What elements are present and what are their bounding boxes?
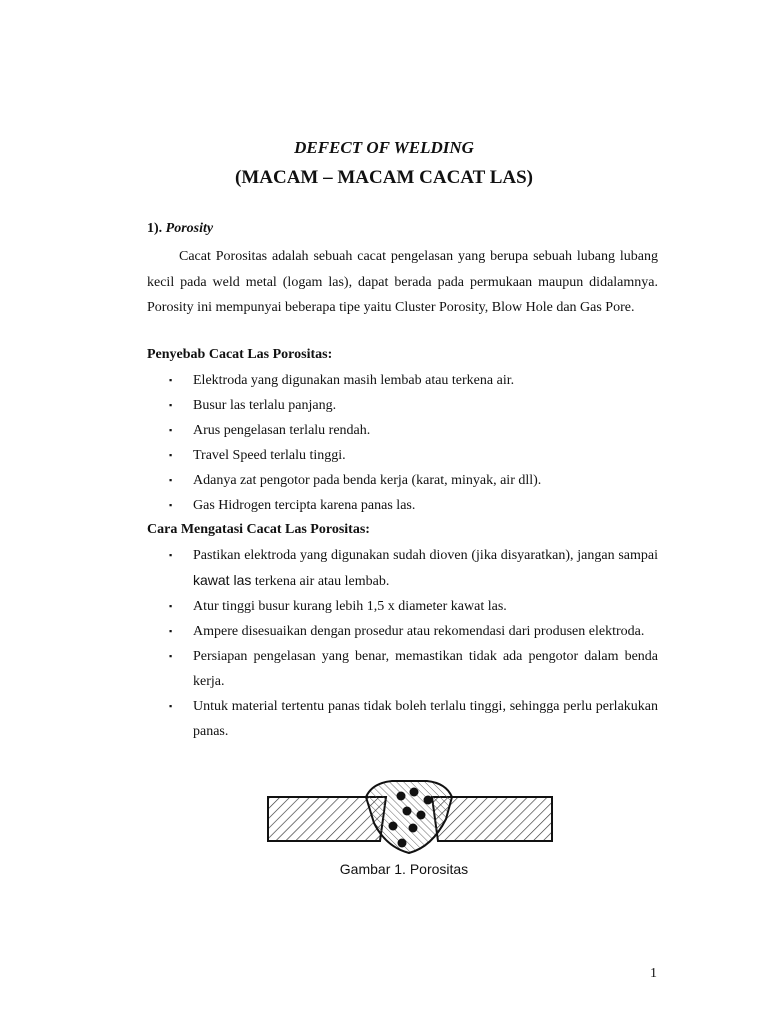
- page-number: 1: [650, 966, 657, 981]
- list-item: ▪ Elektroda yang digunakan masih lembab atau terkena air.: [147, 368, 658, 393]
- section-heading: [147, 221, 213, 237]
- pore-dot: [397, 792, 406, 801]
- list-item: ▪ Busur las terlalu panjang.: [147, 393, 658, 418]
- document-title: DEFECT OF WELDING: [294, 138, 474, 157]
- pore-dot: [389, 822, 398, 831]
- bullet-icon: ▪: [169, 701, 173, 711]
- bullet-icon: ▪: [169, 550, 173, 560]
- solutions-list: [147, 543, 658, 744]
- pore-dot: [417, 811, 426, 820]
- pore-dot: [409, 824, 418, 833]
- list-item: ▪ Travel Speed terlalu tinggi.: [147, 443, 658, 468]
- list-item: ▪ Ampere disesuaikan dengan prosedur atau rekomendasi dari produsen elektroda.: [147, 619, 658, 644]
- list-item: ▪ Untuk material tertentu panas tidak boleh terlalu tinggi, sehingga perlu perlakukan panas.: [147, 694, 658, 744]
- bullet-icon: ▪: [169, 375, 173, 385]
- section-number: 1).: [147, 221, 163, 236]
- list-item: ▪ Gas Hidrogen tercipta karena panas las.: [147, 493, 658, 518]
- pore-dot: [410, 788, 419, 797]
- list-item: ▪ Atur tinggi busur kurang lebih 1,5 x diameter kawat las.: [147, 594, 658, 619]
- bullet-icon: ▪: [169, 475, 173, 485]
- weld-bead: [366, 781, 452, 853]
- pore-dot: [403, 807, 412, 816]
- list-item: ▪ Persiapan pengelasan yang benar, memastikan tidak ada pengotor dalam benda kerja.: [147, 644, 658, 694]
- section-name: Porosity: [165, 221, 214, 236]
- pore-dot: [424, 796, 433, 805]
- kawat-las-link[interactable]: kawat las: [193, 572, 252, 588]
- bullet-icon: ▪: [169, 500, 173, 510]
- bullet-icon: ▪: [169, 601, 173, 611]
- bullet-icon: ▪: [169, 425, 173, 435]
- solutions-heading: Cara Mengatasi Cacat Las Porositas:: [147, 522, 370, 537]
- intro-paragraph: Cacat Porositas adalah sebuah cacat pengelasan yang berupa sebuah lubang lubang kecil pada weld metal (logam las), dapat berada pada permukaan maupun didalamnya. Porosity ini mempunyai beberapa tipe yaitu Cluster Porosity, Blow Hole dan Gas Pore.: [147, 249, 658, 315]
- pore-dot: [398, 839, 407, 848]
- list-item: ▪ Pastikan elektroda yang digunakan sudah dioven (jika disyaratkan), jangan sampai kawat las terkena air atau lembab.: [147, 543, 658, 594]
- bullet-icon: ▪: [169, 400, 173, 410]
- bullet-icon: ▪: [169, 626, 173, 636]
- causes-heading: Penyebab Cacat Las Porositas:: [147, 347, 333, 362]
- bullet-icon: ▪: [169, 651, 173, 661]
- causes-list: [147, 368, 658, 518]
- bullet-icon: ▪: [169, 450, 173, 460]
- document-subtitle: (MACAM – MACAM CACAT LAS): [235, 167, 533, 188]
- figure-caption: Gambar 1. Porositas: [339, 861, 469, 877]
- list-item: ▪ Adanya zat pengotor pada benda kerja (karat, minyak, air dll).: [147, 468, 658, 493]
- porosity-weld-diagram: [262, 775, 558, 860]
- list-item: ▪ Arus pengelasan terlalu rendah.: [147, 418, 658, 443]
